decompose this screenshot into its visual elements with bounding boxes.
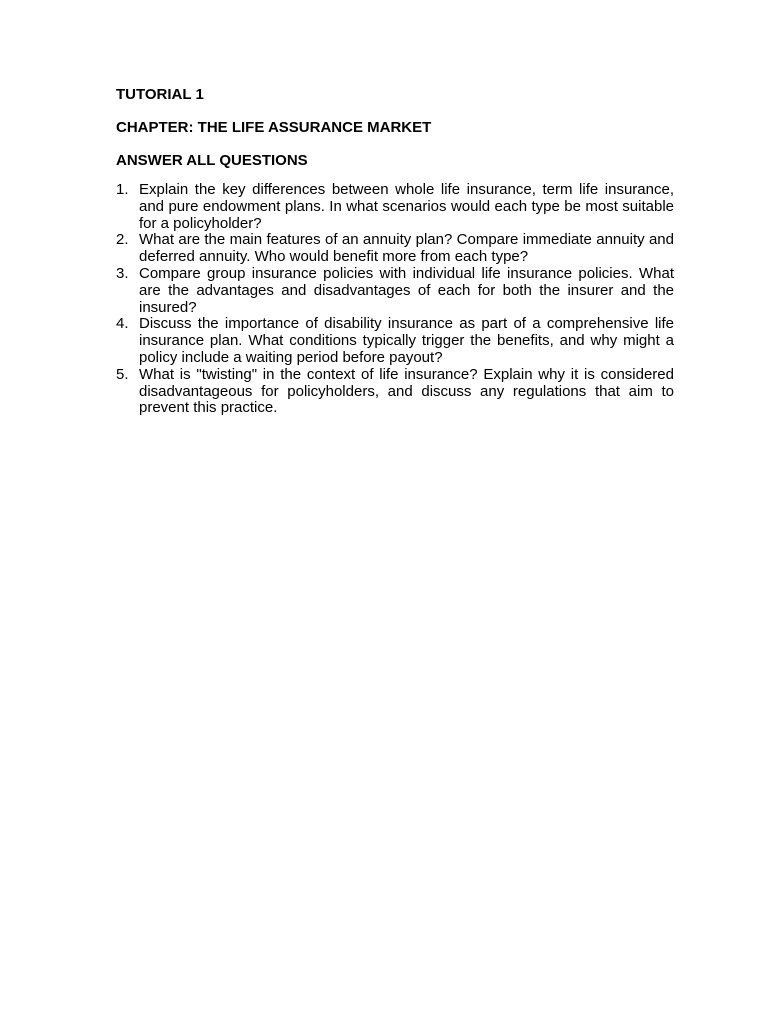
question-number: 5. bbox=[116, 365, 129, 383]
chapter-heading: CHAPTER: THE LIFE ASSURANCE MARKET bbox=[116, 119, 432, 136]
question-text: What is "twisting" in the context of life insurance? Explain why it is considered disadvantageous for policyholders, and discuss any regulations that aim to prevent this practice. bbox=[139, 365, 674, 417]
document-content bbox=[116, 86, 674, 417]
question-text: What are the main features of an annuity plan? Compare immediate annuity and deferred annuity. Who would benefit more from each type? bbox=[139, 231, 674, 266]
question-item-4 bbox=[116, 316, 674, 366]
question-item-2 bbox=[116, 232, 674, 266]
question-list bbox=[116, 182, 674, 417]
question-text: Explain the key differences between whole life insurance, term life insurance, and pure endowment plans. In what scenarios would each type be most suitable for a policyholder? bbox=[139, 181, 674, 232]
instructions-heading: ANSWER ALL QUESTIONS bbox=[116, 152, 308, 169]
question-number: 2. bbox=[116, 231, 129, 249]
question-number: 4. bbox=[116, 315, 129, 333]
question-item-1 bbox=[116, 182, 674, 232]
tutorial-title: TUTORIAL 1 bbox=[116, 86, 204, 103]
question-number: 3. bbox=[116, 264, 129, 282]
question-text: Compare group insurance policies with individual life insurance policies. What are the advantages and disadvantages of each for both the insurer and the insured? bbox=[139, 264, 674, 316]
question-text: Discuss the importance of disability insurance as part of a comprehensive life insurance plan. What conditions typically trigger the benefits, and why might a policy include a waiting period before payout? bbox=[139, 315, 674, 366]
question-number: 1. bbox=[116, 181, 129, 198]
question-item-3 bbox=[116, 266, 674, 316]
question-item-5 bbox=[116, 367, 674, 417]
